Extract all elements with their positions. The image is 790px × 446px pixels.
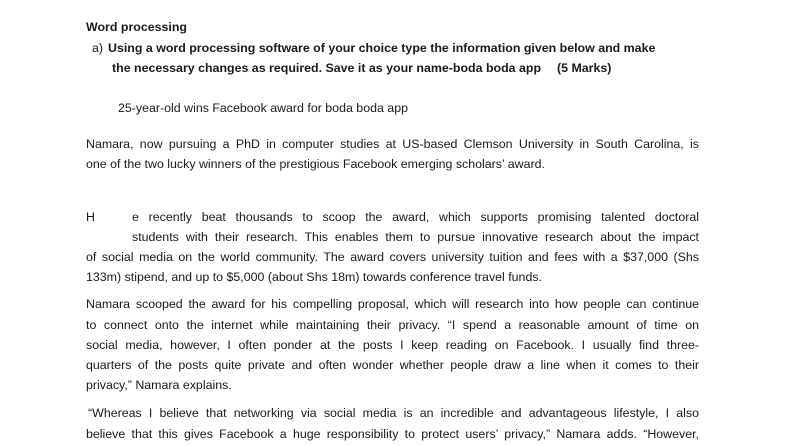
section-title: Word processing bbox=[86, 20, 187, 34]
question-line-1: Using a word processing software of your choice type the information given below and make bbox=[108, 41, 656, 55]
drop-cap-letter: H bbox=[86, 210, 95, 224]
paragraph-1-line: one of the two lucky winners of the prestigious Facebook emerging scholars’ award. bbox=[86, 157, 545, 171]
paragraph-4-line: believe that this gives Facebook a huge responsibility to protect users’ privacy,” Namara adds. “However, bbox=[86, 427, 699, 441]
paragraph-1-line: Namara, now pursuing a PhD in computer studies at US-based Clemson University in South Carolina, is bbox=[86, 137, 699, 151]
paragraph-3-line: social media, however, I often ponder at the posts I keep reading on Facebook. I usually find three- bbox=[86, 338, 699, 352]
paragraph-3-line: quarters of the posts quite private and often wonder whether people draw a line when it comes to their bbox=[86, 358, 699, 372]
paragraph-2-line: of social media on the world community. The award covers university tuition and fees with a $37,000 (Shs bbox=[86, 250, 699, 264]
article-headline: 25-year-old wins Facebook award for boda boda app bbox=[118, 101, 408, 115]
paragraph-2-line: e recently beat thousands to scoop the award, which supports promising talented doctoral bbox=[132, 210, 699, 224]
question-marks: (5 Marks) bbox=[557, 61, 612, 75]
paragraph-2-line: students with their research. This enables them to pursue innovative research about the impact bbox=[132, 230, 699, 244]
question-label: a) bbox=[92, 41, 104, 55]
paragraph-2-line: 133m) stipend, and up to $5,000 (about Shs 18m) towards conference travel funds. bbox=[86, 270, 542, 284]
paragraph-4-line: “Whereas I believe that networking via social media is an incredible and advantageous lifestyle, I also bbox=[88, 406, 699, 420]
paragraph-3-line: Namara scooped the award for his compelling proposal, which will research into how people can continue bbox=[86, 297, 699, 311]
question-line-2: the necessary changes as required. Save it as your name-boda boda app bbox=[112, 61, 542, 75]
paragraph-3-line: to connect onto the internet while maintaining their privacy. “I spend a reasonable amount of time on bbox=[86, 318, 699, 332]
paragraph-3-line: privacy,” Namara explains. bbox=[86, 378, 232, 392]
